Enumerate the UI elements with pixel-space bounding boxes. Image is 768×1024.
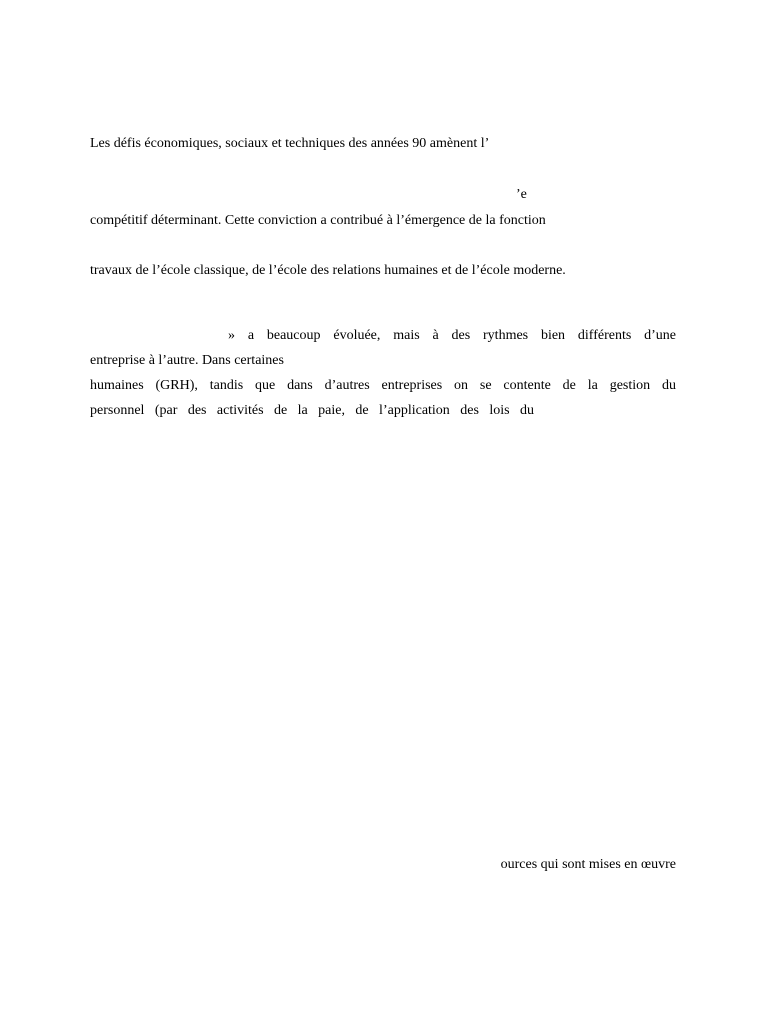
- text-line-3: compétitif déterminant. Cette conviction a contribué à l’émergence de la fonction: [90, 213, 546, 228]
- text-line-4: travaux de l’école classique, de l’école des relations humaines et de l’école moderne.: [90, 263, 566, 278]
- text-line-8: personnel (par des activités de la paie, de l’application des lois du: [90, 403, 534, 418]
- text-line-2: ’e: [516, 187, 527, 202]
- text-line-6: entreprise à l’autre. Dans certaines: [90, 353, 284, 368]
- text-line-7: humaines (GRH), tandis que dans d’autres entreprises on se contente de la gestion du: [90, 378, 676, 393]
- text-line-9: ources qui sont mises en œuvre: [500, 857, 676, 872]
- text-line-1: Les défis économiques, sociaux et techniques des années 90 amènent l’: [90, 136, 490, 151]
- text-line-5: » a beaucoup évoluée, mais à des rythmes bien différents d’une: [228, 328, 676, 343]
